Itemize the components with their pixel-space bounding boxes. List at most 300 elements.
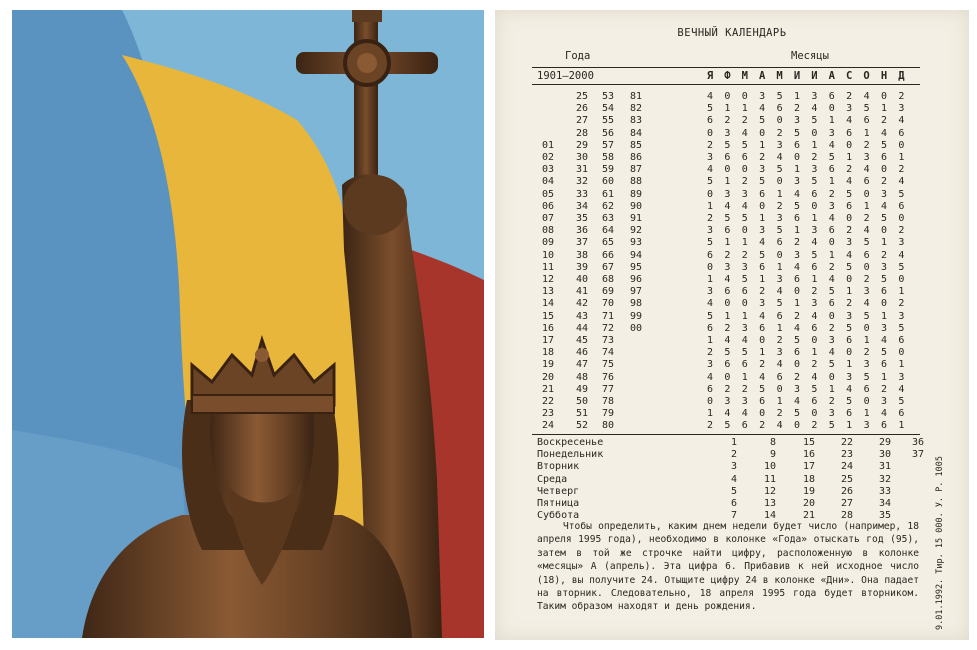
month-digit-cell: 4 [776, 286, 783, 298]
month-digit-cell: 6 [811, 188, 818, 200]
year-cell: 51 [575, 408, 588, 420]
month-digit-cell: 1 [776, 188, 783, 200]
month-digit-cell: 4 [846, 383, 853, 395]
year-cell: 11 [541, 261, 554, 273]
month-digit-cell: 0 [759, 127, 766, 139]
year-cell: 79 [601, 408, 614, 420]
month-digit-cell: 3 [846, 237, 853, 249]
month-digit-cell: 4 [880, 127, 888, 139]
header-rule-top [532, 67, 920, 68]
month-digit-cell: 6 [759, 322, 766, 334]
month-digit-cell: 4 [741, 200, 748, 212]
month-digit-cell: 0 [898, 213, 905, 224]
month-digit-cell: 0 [759, 408, 766, 420]
month-digit-cell: 0 [793, 152, 801, 163]
month-digit-cell: 1 [846, 152, 853, 163]
month-digit-cell: 5 [846, 261, 853, 273]
month-digit-cell: 5 [741, 347, 748, 359]
month-digit-cell: 3 [793, 249, 801, 261]
month-digit-cell: 2 [846, 91, 853, 102]
day-number-cell: 26 [840, 485, 853, 497]
month-digit-cell: 3 [759, 164, 766, 176]
month-digit-cell: 0 [706, 127, 714, 139]
month-digit-cell: 0 [846, 139, 853, 151]
month-digit-cell: 3 [898, 310, 905, 322]
year-cell: 44 [575, 322, 588, 334]
year-cell: 74 [601, 347, 614, 359]
month-digit-cell: 6 [793, 139, 801, 151]
year-cell: 80 [601, 420, 614, 432]
month-digit-cell: 5 [706, 103, 714, 115]
month-letter: Д [898, 70, 905, 82]
month-digit-cell: 2 [724, 322, 731, 334]
month-digit-cell: 3 [741, 322, 748, 334]
month-digit-cell: 4 [776, 152, 783, 163]
years-header: Года [565, 50, 591, 62]
month-digit-cell: 0 [811, 335, 818, 346]
year-cell: 23 [541, 408, 554, 420]
year-cell: 34 [575, 200, 588, 212]
day-number-cell: 33 [878, 485, 891, 497]
month-digit-cell: 4 [898, 176, 905, 188]
month-digit-cell: 6 [793, 274, 801, 285]
month-digit-cell: 6 [898, 200, 905, 212]
month-digit-cell: 5 [863, 103, 870, 115]
month-digit-cell: 5 [811, 249, 818, 261]
month-digit-cell: 0 [863, 322, 870, 334]
statue-flag-illustration [12, 10, 484, 638]
month-digit-cell: 2 [793, 103, 801, 115]
year-cell: 73 [601, 335, 614, 346]
month-digit-cell: 6 [776, 103, 783, 115]
month-digit-cell: 1 [898, 420, 905, 432]
month-digit-cell: 3 [759, 298, 766, 310]
weekday-name: Четверг [537, 485, 580, 497]
month-digit-cell: 1 [828, 176, 835, 188]
year-cell: 49 [575, 383, 588, 395]
month-letter: Ф [724, 70, 731, 82]
printer-imprint: 9.01.1992. Тир. 15 000. У. Р. 1005 [935, 456, 945, 630]
month-digit-cell: 5 [706, 176, 714, 188]
month-digit-cell: 1 [741, 371, 748, 383]
month-digit-cell: 6 [898, 335, 905, 346]
month-digit-cell: 3 [846, 371, 853, 383]
month-digit-cell: 0 [741, 164, 748, 176]
year-cell: 41 [575, 286, 588, 298]
month-digit-cell: 0 [846, 213, 853, 224]
year-cell: 18 [541, 347, 554, 359]
year-cell: 69 [601, 286, 614, 298]
month-digit-cell: 6 [706, 383, 714, 395]
month-digit-cell: 2 [846, 164, 853, 176]
month-digit-cell: 5 [793, 200, 801, 212]
year-cell: 05 [541, 188, 554, 200]
day-number-cell: 35 [878, 510, 891, 522]
month-digit-cell: 3 [828, 200, 835, 212]
month-digit-cell: 4 [846, 115, 853, 127]
month-digit-cell: 2 [706, 347, 714, 359]
month-digit-cell: 4 [706, 298, 714, 310]
month-digit-cell: 6 [776, 237, 783, 249]
month-digit-cell: 1 [759, 347, 766, 359]
day-number-cell: 32 [878, 473, 891, 485]
month-digit-cell: 4 [759, 237, 766, 249]
month-digit-cell: 5 [741, 139, 748, 151]
month-digit-cell: 4 [828, 347, 835, 359]
month-letter: А [759, 70, 766, 82]
instructions-text: Чтобы определить, каким днем недели будет число (например, 18 апреля 1995 года), необходимо в колонке «Года» отыскать год (95), затем в той же строчке найти цифру, расположенную в колонке «месяцы» А (апрель). Эта цифра 6. Прибавив к ней исходное число (18), вы получите 24. Отыщите цифру 24 в колонке «Дни». Она падает на вторник. Следовательно, 18 апреля 1995 года будет вторником. Таким образом находят и день рождения. [537, 521, 919, 613]
month-digit-cell: 2 [793, 371, 801, 383]
year-cell: 50 [575, 396, 588, 407]
month-digit-cell: 6 [863, 249, 870, 261]
month-digit-cell: 2 [880, 383, 888, 395]
month-digit-cell: 2 [828, 188, 835, 200]
month-digit-cell: 6 [706, 249, 714, 261]
month-digit-cell: 2 [759, 152, 766, 163]
month-digit-cell: 5 [828, 152, 835, 163]
day-number-cell: 24 [840, 461, 853, 473]
month-digit-cell: 4 [759, 371, 766, 383]
month-digit-cell: 5 [776, 91, 783, 102]
month-digit-cell: 3 [706, 359, 714, 371]
year-cell: 24 [541, 420, 554, 432]
month-digit-cell: 1 [846, 286, 853, 298]
month-digit-cell: 2 [724, 115, 731, 127]
year-cell: 82 [629, 103, 642, 115]
year-cell: 66 [601, 249, 614, 261]
month-digit-cell: 0 [759, 200, 766, 212]
month-digit-cell: 6 [741, 286, 748, 298]
month-digit-cell: 4 [776, 420, 783, 432]
year-cell: 68 [601, 274, 614, 285]
year-cell: 20 [541, 371, 554, 383]
month-digit-cell: 0 [706, 396, 714, 407]
year-cell: 29 [575, 139, 588, 151]
month-digit-cell: 4 [759, 310, 766, 322]
month-digit-cell: 6 [880, 359, 888, 371]
month-digit-cell: 5 [741, 213, 748, 224]
month-digit-cell: 0 [846, 274, 853, 285]
month-digit-cell: 1 [898, 359, 905, 371]
weekday-row [495, 473, 969, 486]
weekday-row [495, 485, 969, 498]
month-digit-cell: 4 [898, 115, 905, 127]
month-digit-cell: 0 [880, 91, 888, 102]
month-digit-cell: 2 [759, 359, 766, 371]
month-digit-cell: 6 [880, 420, 888, 432]
year-cell: 31 [575, 164, 588, 176]
month-digit-cell: 1 [706, 200, 714, 212]
month-digit-cell: 0 [880, 298, 888, 310]
year-cell: 83 [629, 115, 642, 127]
year-cell: 14 [541, 298, 554, 310]
year-cell: 92 [629, 225, 642, 237]
month-digit-cell: 6 [880, 286, 888, 298]
month-digit-cell: 3 [776, 274, 783, 285]
month-digit-cell: 2 [776, 335, 783, 346]
month-digit-cell: 2 [741, 249, 748, 261]
month-digit-cell: 4 [793, 322, 801, 334]
month-digit-cell: 6 [811, 322, 818, 334]
month-letter: Я [706, 70, 714, 82]
month-digit-cell: 4 [741, 127, 748, 139]
day-number-cell: 12 [763, 485, 776, 497]
month-digit-cell: 4 [863, 164, 870, 176]
month-digit-cell: 4 [811, 310, 818, 322]
month-digit-cell: 2 [898, 91, 905, 102]
month-digit-cell: 0 [880, 164, 888, 176]
month-digit-cell: 1 [759, 213, 766, 224]
month-digit-cell: 2 [898, 298, 905, 310]
month-digit-cell: 2 [898, 225, 905, 237]
month-digit-cell: 1 [793, 164, 801, 176]
month-digit-cell: 5 [776, 298, 783, 310]
month-digit-cell: 5 [706, 237, 714, 249]
month-digit-cell: 1 [811, 274, 818, 285]
year-cell: 65 [601, 237, 614, 249]
weekday-name: Понедельник [537, 449, 604, 461]
day-number-cell: 23 [840, 449, 853, 461]
month-digit-cell: 2 [828, 322, 835, 334]
month-digit-cell: 5 [776, 164, 783, 176]
year-cell: 86 [629, 152, 642, 163]
month-digit-cell: 6 [724, 152, 731, 163]
day-number-cell: 6 [730, 498, 737, 509]
month-digit-cell: 1 [846, 420, 853, 432]
day-number-cell: 3 [730, 461, 737, 473]
day-number-cell: 36 [911, 437, 924, 448]
weekday-name: Вторник [537, 461, 580, 473]
month-digit-cell: 1 [880, 310, 888, 322]
year-cell: 38 [575, 249, 588, 261]
month-digit-cell: 3 [724, 188, 731, 200]
month-digit-cell: 4 [828, 213, 835, 224]
month-digit-cell: 4 [759, 103, 766, 115]
month-digit-cell: 4 [793, 261, 801, 273]
month-digit-cell: 0 [863, 188, 870, 200]
month-digit-cell: 3 [741, 261, 748, 273]
month-digit-cell: 5 [793, 408, 801, 420]
month-digit-cell: 0 [793, 286, 801, 298]
day-number-cell: 9 [769, 449, 776, 461]
month-digit-cell: 1 [898, 286, 905, 298]
year-cell: 07 [541, 213, 554, 224]
day-number-cell: 11 [763, 473, 776, 485]
month-digit-cell: 1 [880, 103, 888, 115]
month-digit-cell: 6 [846, 408, 853, 420]
month-letter: Н [880, 70, 888, 82]
year-cell: 03 [541, 164, 554, 176]
month-digit-cell: 3 [880, 322, 888, 334]
year-cell: 99 [629, 310, 642, 322]
month-letter: И [793, 70, 801, 82]
month-digit-cell: 5 [898, 188, 905, 200]
month-digit-cell: 4 [828, 139, 835, 151]
year-cell: 60 [601, 176, 614, 188]
month-digit-cell: 0 [880, 225, 888, 237]
month-digit-cell: 3 [741, 396, 748, 407]
month-digit-cell: 5 [828, 420, 835, 432]
month-digit-cell: 1 [741, 310, 748, 322]
month-digit-cell: 6 [828, 164, 835, 176]
month-digit-cell: 6 [828, 91, 835, 102]
month-digit-cell: 2 [741, 176, 748, 188]
month-digit-cell: 1 [811, 139, 818, 151]
year-cell: 77 [601, 383, 614, 395]
month-digit-cell: 3 [898, 371, 905, 383]
year-cell: 06 [541, 200, 554, 212]
month-digit-cell: 5 [880, 274, 888, 285]
day-number-cell: 30 [878, 449, 891, 461]
month-digit-cell: 3 [706, 152, 714, 163]
month-digit-cell: 2 [741, 115, 748, 127]
day-number-cell: 7 [730, 510, 737, 522]
month-digit-cell: 0 [741, 225, 748, 237]
year-cell: 52 [575, 420, 588, 432]
year-cell: 54 [601, 103, 614, 115]
month-digit-cell: 2 [811, 420, 818, 432]
month-digit-cell: 2 [759, 420, 766, 432]
day-number-cell: 27 [840, 498, 853, 509]
month-digit-cell: 6 [863, 176, 870, 188]
month-digit-cell: 6 [741, 359, 748, 371]
month-digit-cell: 2 [776, 127, 783, 139]
month-digit-cell: 2 [863, 213, 870, 224]
month-letter: А [828, 70, 835, 82]
month-digit-cell: 6 [741, 152, 748, 163]
year-cell: 16 [541, 322, 554, 334]
year-cell: 75 [601, 359, 614, 371]
month-digit-cell: 2 [724, 383, 731, 395]
year-cell: 08 [541, 225, 554, 237]
month-digit-cell: 5 [741, 274, 748, 285]
month-digit-cell: 5 [898, 261, 905, 273]
year-cell: 10 [541, 249, 554, 261]
month-digit-cell: 3 [724, 261, 731, 273]
month-letter: М [776, 70, 783, 82]
month-digit-cell: 1 [706, 408, 714, 420]
year-cell: 33 [575, 188, 588, 200]
month-digit-cell: 1 [759, 274, 766, 285]
month-digit-cell: 2 [793, 237, 801, 249]
month-digit-cell: 0 [741, 91, 748, 102]
month-digit-cell: 5 [724, 347, 731, 359]
month-digit-cell: 1 [741, 103, 748, 115]
month-digit-cell: 4 [880, 200, 888, 212]
month-digit-cell: 1 [724, 310, 731, 322]
day-number-cell: 4 [730, 473, 737, 485]
month-digit-cell: 4 [706, 371, 714, 383]
month-digit-cell: 0 [898, 274, 905, 285]
month-digit-cell: 4 [793, 396, 801, 407]
month-digit-cell: 1 [724, 176, 731, 188]
month-digit-cell: 2 [863, 347, 870, 359]
month-digit-cell: 5 [793, 127, 801, 139]
year-cell: 47 [575, 359, 588, 371]
weekday-row [495, 460, 969, 473]
month-digit-cell: 4 [863, 91, 870, 102]
month-digit-cell: 5 [724, 139, 731, 151]
year-cell: 70 [601, 298, 614, 310]
month-digit-cell: 6 [863, 383, 870, 395]
year-cell: 01 [541, 139, 554, 151]
day-number-cell: 19 [802, 485, 815, 497]
month-digit-cell: 4 [724, 335, 731, 346]
day-number-cell: 20 [802, 498, 815, 509]
month-digit-cell: 4 [706, 91, 714, 102]
month-digit-cell: 5 [759, 249, 766, 261]
month-digit-cell: 6 [759, 396, 766, 407]
year-cell: 15 [541, 310, 554, 322]
month-digit-cell: 3 [793, 383, 801, 395]
day-number-cell: 18 [802, 473, 815, 485]
month-digit-cell: 0 [724, 164, 731, 176]
month-digit-cell: 3 [741, 188, 748, 200]
month-digit-cell: 5 [706, 310, 714, 322]
month-digit-cell: 4 [898, 249, 905, 261]
year-cell: 02 [541, 152, 554, 163]
month-digit-cell: 3 [811, 225, 818, 237]
header-rule-bottom [532, 84, 920, 85]
month-digit-cell: 1 [811, 213, 818, 224]
month-digit-cell: 1 [741, 237, 748, 249]
year-cell: 12 [541, 274, 554, 285]
year-cell: 81 [629, 91, 642, 102]
year-cell: 22 [541, 396, 554, 407]
year-cell: 98 [629, 298, 642, 310]
month-digit-cell: 0 [793, 359, 801, 371]
year-cell: 37 [575, 237, 588, 249]
month-digit-cell: 1 [863, 127, 870, 139]
month-letter: С [846, 70, 853, 82]
month-digit-cell: 6 [898, 408, 905, 420]
year-cell: 96 [629, 274, 642, 285]
month-digit-cell: 3 [880, 396, 888, 407]
day-number-cell: 31 [878, 461, 891, 473]
year-cell: 76 [601, 371, 614, 383]
day-number-cell: 17 [802, 461, 815, 473]
month-digit-cell: 0 [811, 408, 818, 420]
month-digit-cell: 0 [776, 383, 783, 395]
day-number-cell: 34 [878, 498, 891, 509]
month-digit-cell: 0 [759, 335, 766, 346]
month-digit-cell: 1 [706, 274, 714, 285]
month-digit-cell: 1 [880, 237, 888, 249]
year-cell: 00 [629, 322, 642, 334]
day-number-cell: 5 [730, 485, 737, 497]
year-cell: 36 [575, 225, 588, 237]
month-digit-cell: 6 [759, 261, 766, 273]
month-digit-cell: 2 [776, 200, 783, 212]
day-number-cell: 29 [878, 437, 891, 448]
month-digit-cell: 1 [828, 249, 835, 261]
year-cell: 93 [629, 237, 642, 249]
year-cell: 46 [575, 347, 588, 359]
year-cell: 97 [629, 286, 642, 298]
month-digit-cell: 3 [811, 164, 818, 176]
month-digit-cell: 1 [828, 383, 835, 395]
table-rule [532, 434, 920, 435]
month-digit-cell: 5 [811, 115, 818, 127]
day-number-cell: 22 [840, 437, 853, 448]
month-digit-cell: 1 [706, 335, 714, 346]
years-range: 1901—2000 [537, 70, 594, 82]
month-digit-cell: 5 [880, 347, 888, 359]
month-digit-cell: 2 [811, 152, 818, 163]
year-cell: 35 [575, 213, 588, 224]
month-digit-cell: 6 [880, 152, 888, 163]
month-digit-cell: 6 [898, 127, 905, 139]
